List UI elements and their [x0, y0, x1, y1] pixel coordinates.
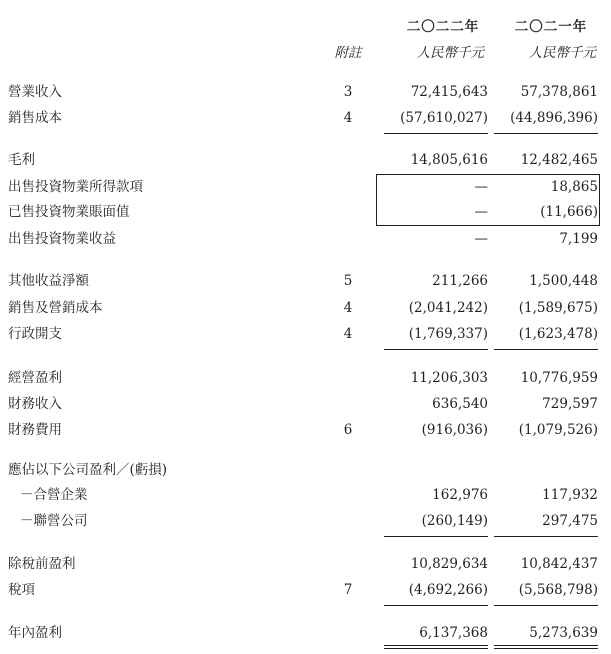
row-label: －聯營公司 [20, 513, 88, 529]
row-label: 銷售及營銷成本 [8, 300, 103, 316]
row-note: 4 [343, 326, 353, 342]
row-label: 財務收入 [8, 396, 62, 412]
value-2022: 14,805,616 [410, 152, 488, 168]
row-label: 行政開支 [8, 326, 62, 342]
table-row-disposal-proceeds [0, 176, 611, 198]
table-row-admin-expenses [0, 323, 611, 345]
value-2022: — [474, 231, 488, 247]
subtotal-rule [384, 133, 488, 134]
table-row-disposal-gain [0, 228, 611, 250]
value-2022: 6,137,368 [419, 625, 488, 641]
row-label: 出售投資物業所得款項 [8, 179, 143, 195]
value-2021: (44,896,396) [510, 110, 598, 126]
row-label: 財務費用 [8, 422, 62, 438]
row-note: 4 [343, 110, 353, 126]
row-label: 營業收入 [8, 84, 62, 100]
value-2021: (5,568,798) [518, 582, 598, 598]
year-header-2021: 二〇二一年 [514, 19, 588, 35]
value-2022: (916,036) [421, 422, 488, 438]
value-2021: 57,378,861 [520, 84, 598, 100]
total-double-rule [384, 648, 488, 649]
subtotal-rule [384, 536, 488, 537]
table-row-finance-costs [0, 419, 611, 441]
value-2022: 11,206,303 [410, 370, 488, 386]
table-row-finance-income [0, 393, 611, 415]
row-note: 6 [343, 422, 353, 438]
year-header-2022: 二〇二二年 [406, 19, 480, 35]
row-label: 經營盈利 [8, 370, 62, 386]
value-2021: 18,865 [550, 179, 598, 195]
unit-header-2022: 人民幣千元 [416, 45, 484, 61]
value-2021: 297,475 [542, 513, 598, 529]
value-2021: 10,776,959 [520, 370, 598, 386]
value-2021: (11,666) [540, 204, 598, 220]
value-2022: — [474, 204, 488, 220]
subtotal-rule [384, 349, 488, 350]
table-row-gross-profit [0, 149, 611, 171]
table-row-revenue [0, 81, 611, 103]
value-2022: (2,041,242) [408, 300, 488, 316]
value-2021: 1,500,448 [529, 273, 598, 289]
row-note: 4 [343, 300, 353, 316]
value-2021: (1,623,478) [518, 326, 598, 342]
value-2021: 7,199 [559, 231, 598, 247]
table-row-other-gains [0, 270, 611, 292]
table-row-income-tax [0, 579, 611, 601]
table-row-carrying-value [0, 201, 611, 223]
row-label: 毛利 [8, 152, 35, 168]
value-2021: 5,273,639 [529, 625, 598, 641]
value-2022: (260,149) [421, 513, 488, 529]
table-row-associates [0, 510, 611, 532]
subtotal-rule [494, 133, 598, 134]
value-2022: 10,829,634 [410, 556, 488, 572]
row-label: 年內盈利 [8, 625, 62, 641]
table-row-selling-costs [0, 297, 611, 319]
value-2021: 117,932 [542, 487, 598, 503]
table-row-joint-ventures [0, 484, 611, 506]
row-label: 應佔以下公司盈利／(虧損) [8, 462, 168, 478]
table-row-profit-for-year [0, 622, 611, 644]
value-2021: (1,079,526) [518, 422, 598, 438]
table-row-share-of-results [0, 459, 611, 481]
total-double-rule [494, 645, 598, 646]
row-note: 7 [343, 582, 353, 598]
subtotal-rule [494, 349, 598, 350]
value-2022: (1,769,337) [408, 326, 488, 342]
subtotal-rule [494, 605, 598, 606]
value-2022: (57,610,027) [400, 110, 488, 126]
row-note: 5 [343, 273, 353, 289]
value-2022: 162,976 [432, 487, 488, 503]
table-row-profit-before-tax [0, 553, 611, 575]
unit-header-2021: 人民幣千元 [528, 45, 596, 61]
value-2021: (1,589,675) [518, 300, 598, 316]
value-2022: 72,415,643 [410, 84, 488, 100]
total-double-rule [384, 645, 488, 646]
value-2021: 729,597 [542, 396, 598, 412]
subtotal-rule [384, 605, 488, 606]
table-row-cost-of-sales [0, 107, 611, 129]
value-2022: (4,692,266) [408, 582, 488, 598]
row-label: －合營企業 [20, 487, 88, 503]
value-2021: 10,842,437 [520, 556, 598, 572]
total-double-rule [494, 648, 598, 649]
row-label: 已售投資物業賬面值 [8, 204, 130, 220]
row-note: 3 [343, 84, 353, 100]
note-column-header: 附註 [334, 45, 362, 61]
value-2022: — [474, 179, 488, 195]
row-label: 其他收益淨額 [8, 273, 89, 289]
value-2022: 636,540 [432, 396, 488, 412]
row-label: 除稅前盈利 [8, 556, 76, 572]
value-2021: 12,482,465 [520, 152, 598, 168]
subtotal-rule [494, 536, 598, 537]
row-label: 出售投資物業收益 [8, 231, 116, 247]
row-label: 稅項 [8, 582, 35, 598]
value-2022: 211,266 [432, 273, 488, 289]
table-row-operating-profit [0, 367, 611, 389]
row-label: 銷售成本 [8, 110, 62, 126]
